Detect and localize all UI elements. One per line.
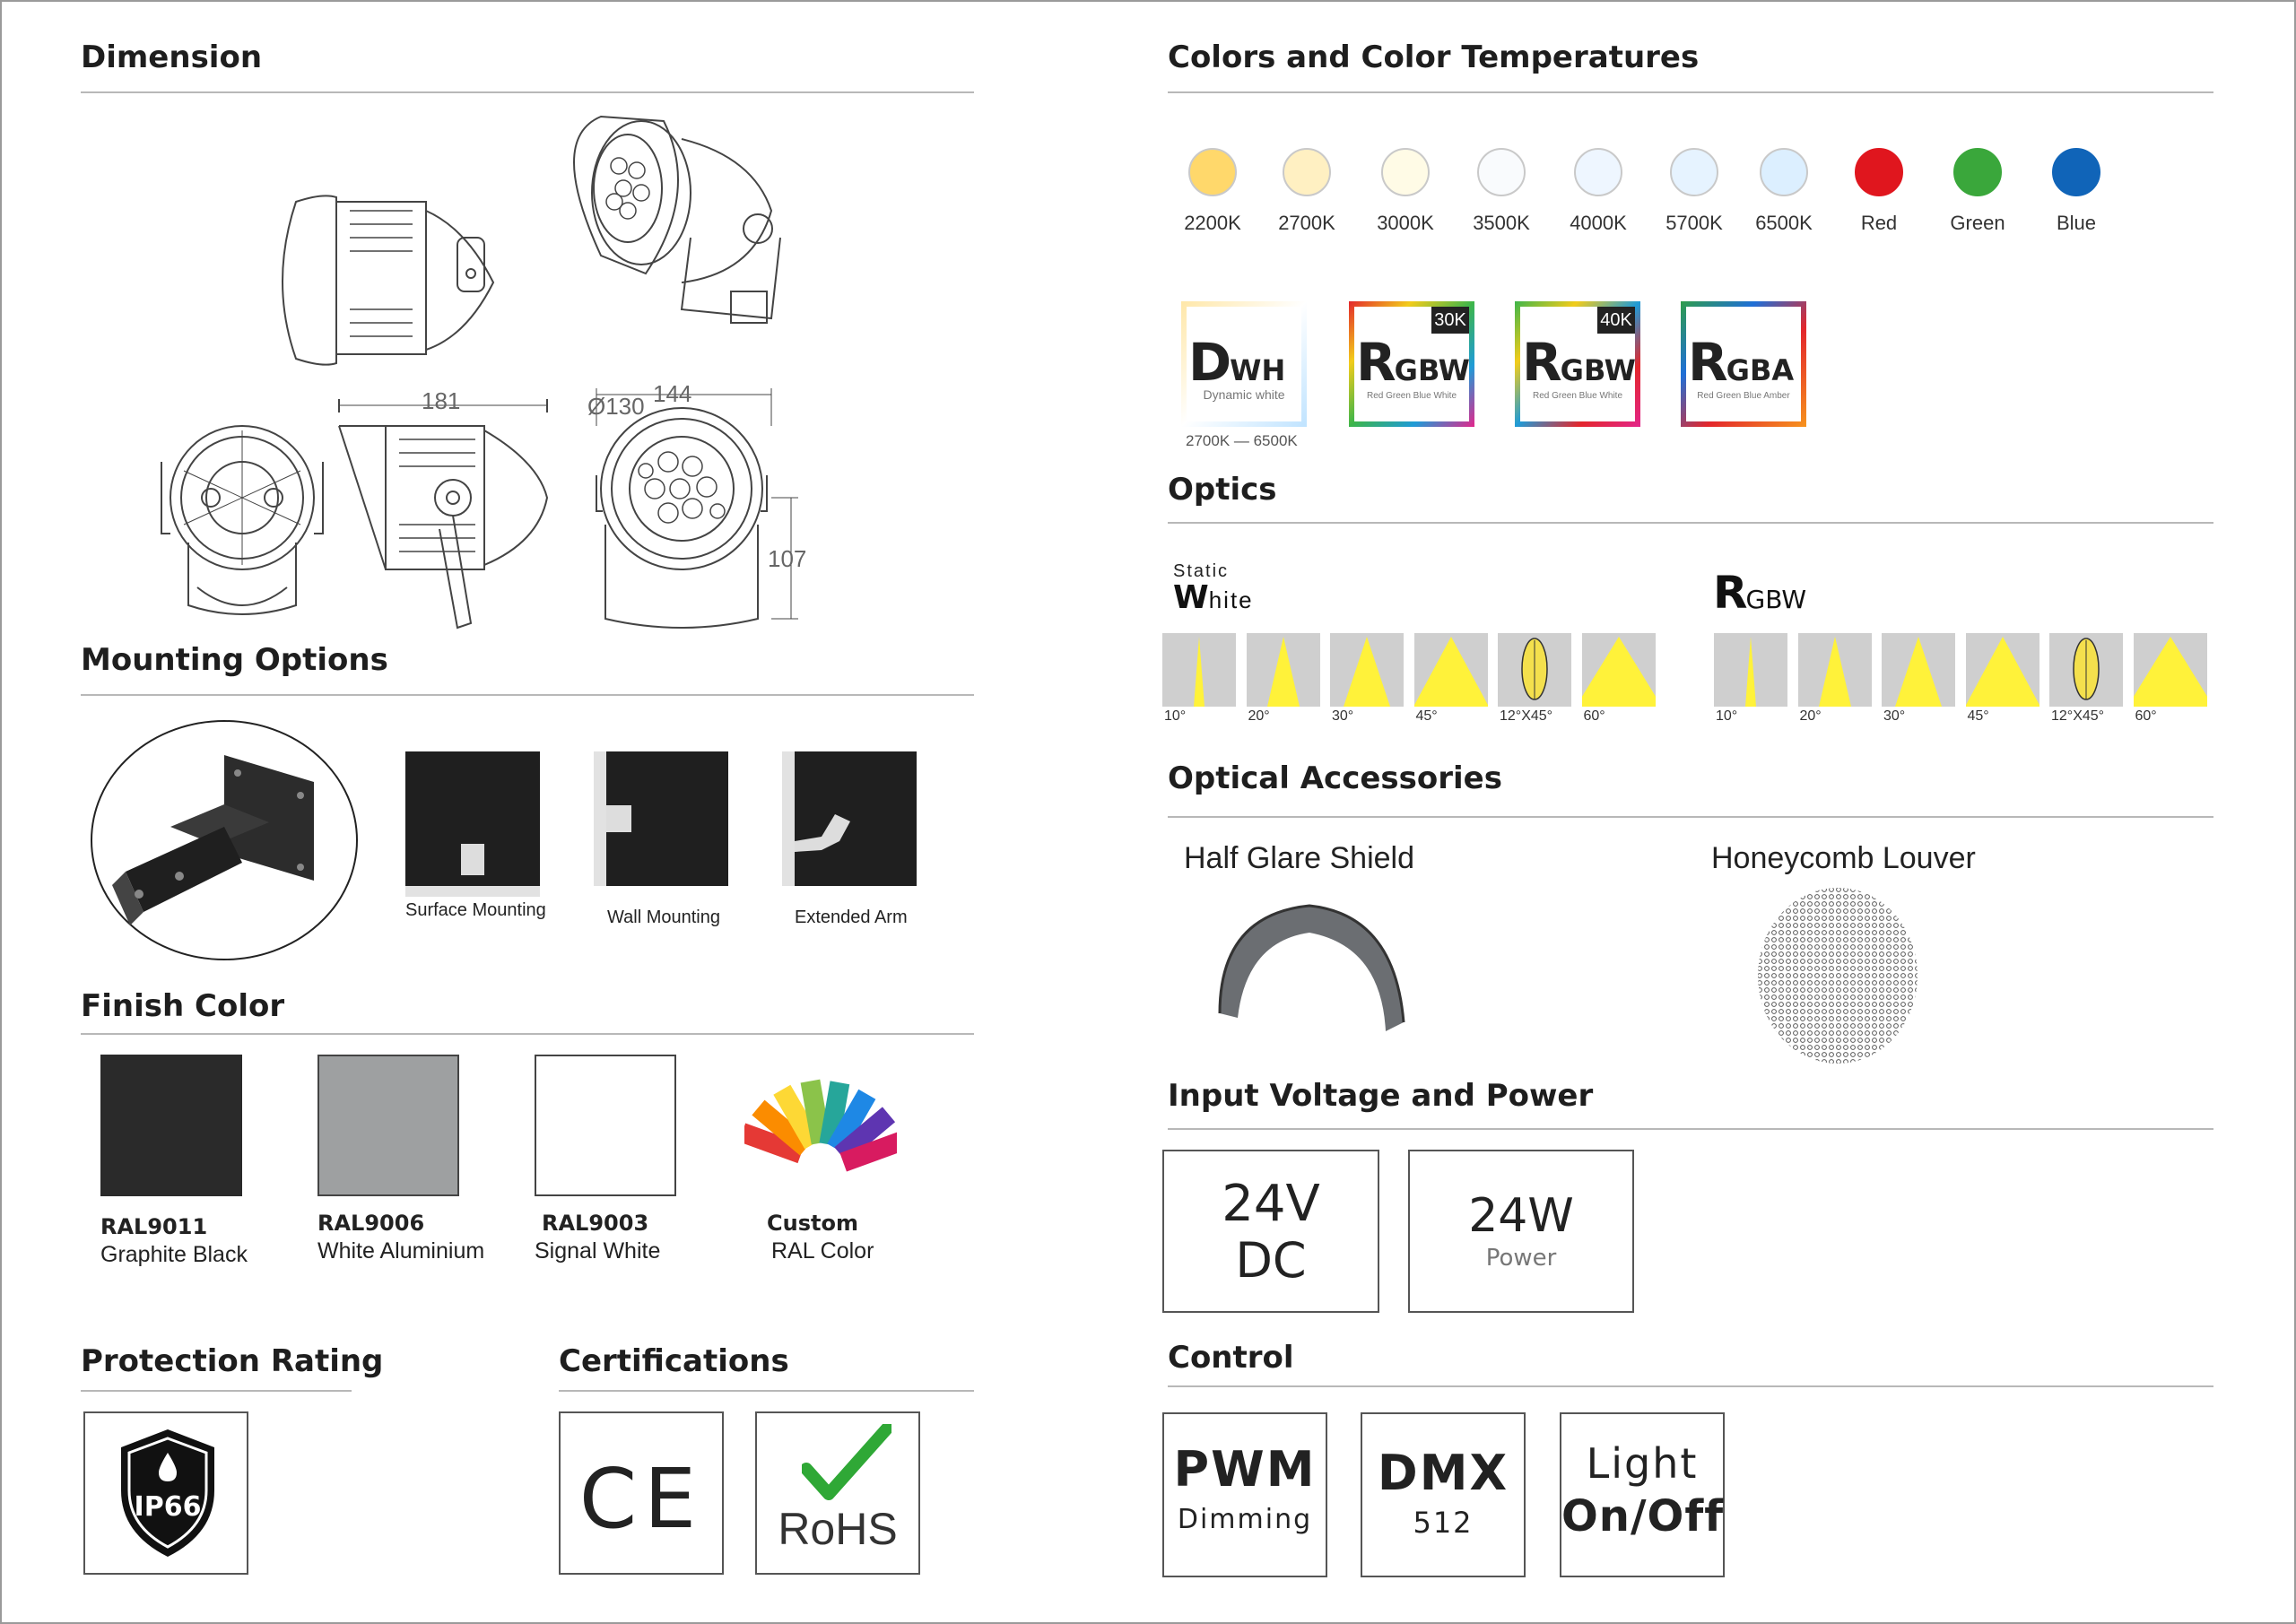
half-glare-shield-label: Half Glare Shield <box>1184 841 1415 875</box>
onoff-sub: On/Off <box>1561 1491 1725 1541</box>
input-rule <box>1168 1128 2213 1130</box>
pwm-box <box>1162 1412 1327 1577</box>
finish-name: RAL Color <box>771 1238 874 1264</box>
onoff-box <box>1560 1412 1725 1577</box>
voltage-box <box>1162 1150 1379 1313</box>
finish-rule <box>81 1033 974 1035</box>
optics-rule <box>1168 522 2213 524</box>
power-box <box>1408 1150 1634 1313</box>
static-label-small: Static <box>1173 561 1230 581</box>
color-swatch-label: 5700K <box>1665 212 1723 234</box>
beam-angle-label: 45° <box>1415 708 1438 724</box>
color-swatch-label: 3500K <box>1473 212 1530 234</box>
control-heading: Control <box>1168 1340 1294 1376</box>
badge-main-letter: R <box>1356 332 1395 393</box>
half-glare-shield-image <box>1202 897 1417 1040</box>
finish-code: RAL9011 <box>100 1214 208 1239</box>
badge-main-text <box>1188 332 1285 393</box>
side-view-drawing <box>283 195 493 364</box>
beam-angle-icon <box>1882 633 1955 707</box>
badge-main-rest: WH <box>1230 353 1286 387</box>
power-value: 24W <box>1468 1189 1574 1243</box>
certifications-heading: Certifications <box>559 1343 789 1379</box>
front-view-lens-drawing <box>596 388 798 628</box>
power-label: Power <box>1485 1245 1557 1272</box>
wall-mounting-label: Wall Mounting <box>607 908 720 927</box>
beam-angle-label: 12°X45° <box>1500 708 1553 724</box>
badge-main-letter: R <box>1522 332 1561 393</box>
color-swatch-label: Green <box>1950 212 2005 234</box>
mounting-bracket-image <box>90 719 359 961</box>
beam-angle-icon <box>1798 633 1872 707</box>
badge-tag: 40K <box>1597 307 1635 334</box>
color-swatch <box>2052 148 2100 196</box>
beam-angle-icon <box>1498 633 1571 707</box>
badge-tag: 30K <box>1431 307 1469 334</box>
finish-name: Signal White <box>535 1238 661 1264</box>
badge-main-rest: GBW <box>1394 353 1470 387</box>
finish-code: RAL9003 <box>542 1211 649 1236</box>
optical-accessories-rule <box>1168 816 2213 818</box>
beam-angle-label: 20° <box>1248 708 1270 724</box>
color-mode-badge <box>1515 301 1640 427</box>
beam-angle-label: 12°X45° <box>2051 708 2105 724</box>
mounting-rule <box>81 694 974 696</box>
color-mode-badge <box>1181 301 1307 427</box>
color-swatch-label: Blue <box>2056 212 2097 234</box>
finish-code: RAL9006 <box>317 1211 425 1236</box>
static-white-label <box>1173 579 1254 616</box>
control-rule <box>1168 1385 2213 1387</box>
static-white-rest: hite <box>1208 586 1254 613</box>
beam-angle-label: 30° <box>1332 708 1354 724</box>
finish-heading: Finish Color <box>81 988 285 1024</box>
side-view-bottom-drawing <box>339 399 547 628</box>
dimension-heading: Dimension <box>81 39 263 75</box>
perspective-view-drawing <box>574 117 780 323</box>
beam-angle-icon <box>1330 633 1404 707</box>
finish-code: Custom <box>767 1211 858 1236</box>
badge-main-letter: R <box>1688 332 1726 393</box>
voltage-type: DC <box>1235 1232 1307 1289</box>
mounting-heading: Mounting Options <box>81 642 388 678</box>
beam-angle-label: 10° <box>1164 708 1187 724</box>
honeycomb-louver-label: Honeycomb Louver <box>1711 841 1976 875</box>
color-swatch-label: 4000K <box>1570 212 1627 234</box>
beam-angle-icon <box>2134 633 2207 707</box>
badge-main-text <box>1356 332 1470 393</box>
ce-box <box>559 1411 724 1575</box>
badge-subtitle: Red Green Blue White <box>1532 391 1623 401</box>
ip-rating-text: IP66 <box>134 1491 202 1523</box>
color-swatch <box>1283 148 1331 196</box>
optical-accessories-heading: Optical Accessories <box>1168 760 1502 796</box>
beam-angle-icon <box>1966 633 2039 707</box>
color-swatch-label: 2700K <box>1278 212 1335 234</box>
color-swatch-label: 6500K <box>1755 212 1813 234</box>
beam-angle-icon <box>1162 633 1236 707</box>
finish-swatch-graphite-black <box>100 1055 242 1196</box>
rgbw-optics-label <box>1713 567 1806 619</box>
beam-angle-icon <box>1714 633 1787 707</box>
badge-main-text <box>1522 332 1636 393</box>
dim-length: 181 <box>422 387 461 414</box>
colors-rule <box>1168 91 2213 93</box>
protection-heading: Protection Rating <box>81 1343 384 1379</box>
finish-name: White Aluminium <box>317 1238 485 1264</box>
protection-rule <box>81 1390 352 1392</box>
beam-angle-icon <box>2049 633 2123 707</box>
ip-rating-box <box>83 1411 248 1575</box>
pwm-sub: Dimming <box>1177 1504 1313 1535</box>
beam-angle-label: 60° <box>1583 708 1605 724</box>
badge-caption: 2700K — 6500K <box>1186 432 1298 449</box>
checkmark-icon <box>802 1424 891 1505</box>
beam-angle-label: 20° <box>1799 708 1822 724</box>
beam-angle-label: 60° <box>2135 708 2157 724</box>
ce-mark: CE <box>578 1451 704 1547</box>
finish-swatch-white-aluminium <box>317 1055 459 1196</box>
pwm-main: PWM <box>1173 1441 1317 1498</box>
color-swatch <box>1670 148 1718 196</box>
extended-arm-image <box>782 751 917 886</box>
rohs-box <box>755 1411 920 1575</box>
dmx-box <box>1361 1412 1526 1577</box>
colors-heading: Colors and Color Temperatures <box>1168 39 1700 75</box>
input-heading: Input Voltage and Power <box>1168 1078 1594 1114</box>
shield-icon <box>114 1426 222 1560</box>
voltage-value: 24V <box>1222 1175 1320 1233</box>
dim-width: 144 <box>653 380 692 407</box>
color-mode-badge <box>1681 301 1806 427</box>
surface-mounting-image <box>405 751 540 886</box>
color-swatch <box>1477 148 1526 196</box>
color-swatch <box>1760 148 1808 196</box>
extended-arm-label: Extended Arm <box>795 908 908 927</box>
front-view-drawing <box>161 426 323 614</box>
badge-main-text <box>1688 332 1794 393</box>
certifications-rule <box>559 1390 974 1392</box>
custom-color-fan-icon <box>744 1067 897 1175</box>
badge-main-rest: GBW <box>1560 353 1636 387</box>
color-swatch <box>1188 148 1237 196</box>
optics-heading: Optics <box>1168 472 1277 508</box>
beam-angle-label: 10° <box>1716 708 1738 724</box>
beam-angle-icon <box>1247 633 1320 707</box>
beam-angle-icon <box>1414 633 1488 707</box>
wall-mounting-image <box>594 751 728 886</box>
rgbw-rest: GBW <box>1745 585 1807 614</box>
rohs-text: RoHS <box>778 1504 898 1554</box>
badge-main-rest: GBA <box>1726 353 1795 387</box>
color-swatch <box>1574 148 1622 196</box>
dmx-sub: 512 <box>1413 1506 1474 1540</box>
dimension-drawings <box>144 103 807 632</box>
badge-subtitle: Red Green Blue White <box>1366 391 1457 401</box>
static-white-w: W <box>1173 579 1209 616</box>
surface-mounting-label: Surface Mounting <box>405 900 546 920</box>
onoff-main: Light <box>1586 1439 1699 1488</box>
honeycomb-louver-image <box>1756 886 1919 1065</box>
dimension-rule <box>81 91 974 93</box>
color-mode-badge <box>1349 301 1474 427</box>
color-swatch-label: 3000K <box>1377 212 1434 234</box>
beam-angle-icon <box>1582 633 1656 707</box>
beam-angle-label: 30° <box>1883 708 1906 724</box>
finish-name: Graphite Black <box>100 1242 248 1267</box>
color-swatch-label: 2200K <box>1184 212 1241 234</box>
color-swatch <box>1855 148 1903 196</box>
beam-angle-label: 45° <box>1967 708 1989 724</box>
color-swatch-label: Red <box>1860 212 1898 234</box>
color-swatch <box>1381 148 1430 196</box>
dim-diameter: Ø130 <box>587 393 645 420</box>
badge-main-letter: D <box>1188 332 1231 393</box>
rgbw-r: R <box>1713 567 1746 619</box>
badge-subtitle: Red Green Blue Amber <box>1697 391 1790 401</box>
finish-swatch-signal-white <box>535 1055 676 1196</box>
color-swatch <box>1953 148 2002 196</box>
dim-height: 107 <box>768 545 807 572</box>
dmx-main: DMX <box>1377 1445 1509 1501</box>
badge-subtitle: Dynamic white <box>1203 387 1285 402</box>
